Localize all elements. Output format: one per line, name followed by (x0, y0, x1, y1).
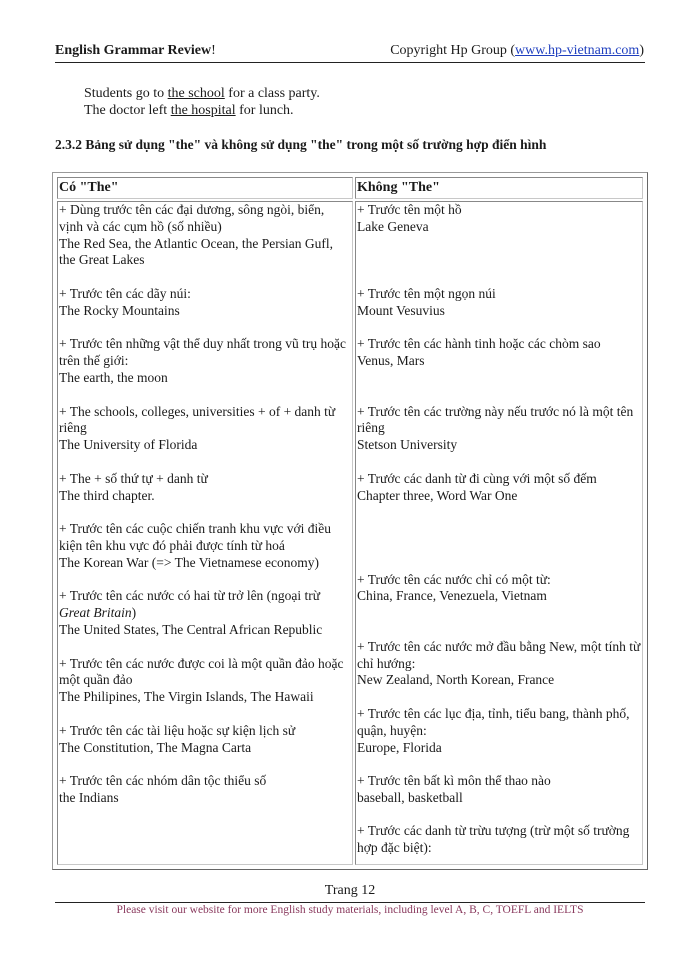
rule-block: + Dùng trước tên các đại dương, sông ngòi, biển, vịnh và các cụm hồ (số nhiều) The Red Sea, the Atlantic Ocean, the Persian Gufl, the Great Lakes (59, 202, 334, 268)
rule-block: + Trước tên các nước mở đầu bằng New, một tính từ chỉ hướng: New Zealand, North Korean, France (357, 638, 641, 688)
column-header-with-the: Có "The" (57, 177, 353, 199)
footer-divider (55, 902, 645, 903)
usage-table (55, 175, 645, 867)
rule-block: + Trước tên các nước chỉ có một từ: China, France, Venezuela, Vietnam (357, 571, 551, 604)
rule-block: + Trước các danh từ đi cùng với một số đếm Chapter three, Word War One (357, 470, 597, 503)
rule-block: + Trước các danh từ trừu tượng (trừ một số trường hợp đặc biệt): (357, 823, 630, 856)
rule-block: + Trước tên một hồ Lake Geneva (357, 202, 462, 234)
rule-block: + The schools, colleges, universities + of + danh từ riêng The University of Florida (59, 403, 336, 453)
rule-block: + Trước tên các dãy núi: The Rocky Mountains (59, 285, 191, 318)
copyright-notice: Copyright Hp Group (www.hp-vietnam.com) (390, 43, 644, 58)
rule-block: + Trước tên các nhóm dân tộc thiểu số the Indians (59, 773, 267, 805)
rule-block: + Trước tên các nước được coi là một quần đảo hoặc một quần đảo The Philipines, The Virgin Islands, The Hawaii (59, 655, 344, 705)
example-sentence: Students go to the school for a class party. (84, 86, 320, 101)
rule-block: + Trước tên bất kì môn thể thao nào baseball, basketball (357, 773, 551, 805)
with-the-cell (57, 201, 353, 865)
without-the-cell (355, 201, 643, 865)
column-header-without-the: Không "The" (355, 177, 643, 199)
rule-block: + Trước tên các trường này nếu trước nó là một tên riêng Stetson University (357, 403, 634, 453)
rule-block: + Trước tên những vật thể duy nhất trong vũ trụ hoặc trên thế giới: The earth, the moon (59, 336, 346, 385)
document-title: English Grammar Review! (55, 43, 216, 58)
rule-block: + Trước tên các cuộc chiến tranh khu vực với điều kiện tên khu vực đó phải được tính từ hoá The Korean War (=> The Vietnamese economy) (59, 521, 331, 570)
website-link[interactable]: www.hp-vietnam.com (515, 43, 640, 58)
page-header (55, 42, 645, 63)
page-number: Trang 12 (324, 883, 376, 898)
example-sentence: The doctor left the hospital for lunch. (84, 102, 294, 118)
rule-block: + The + số thứ tự + danh từ The third chapter. (59, 470, 208, 503)
rule-block: + Trước tên các lục địa, tỉnh, tiểu bang, thành phố, quận, huyện: Europe, Florida (357, 705, 630, 755)
rule-block: + Trước tên một ngọn núi Mount Vesuvius (357, 285, 496, 318)
example-sentences (84, 86, 320, 119)
rule-block: + Trước tên các tài liệu hoặc sự kiện lịch sử The Constitution, The Magna Carta (59, 722, 296, 755)
section-title: 2.3.2 Bảng sử dụng "the" và không sử dụng "the" trong một số trường hợp điển hình (55, 137, 547, 152)
rule-block: + Trước tên các hành tinh hoặc các chòm sao Venus, Mars (357, 336, 601, 369)
usage-table-frame (52, 172, 648, 870)
footer-note: Please visit our website for more English study materials, including level A, B, C, TOEFL and IELTS (116, 904, 584, 916)
rule-block: + Trước tên các nước có hai từ trở lên (ngoại trừ Great Britain) The United States, The Central African Republic (59, 588, 323, 637)
